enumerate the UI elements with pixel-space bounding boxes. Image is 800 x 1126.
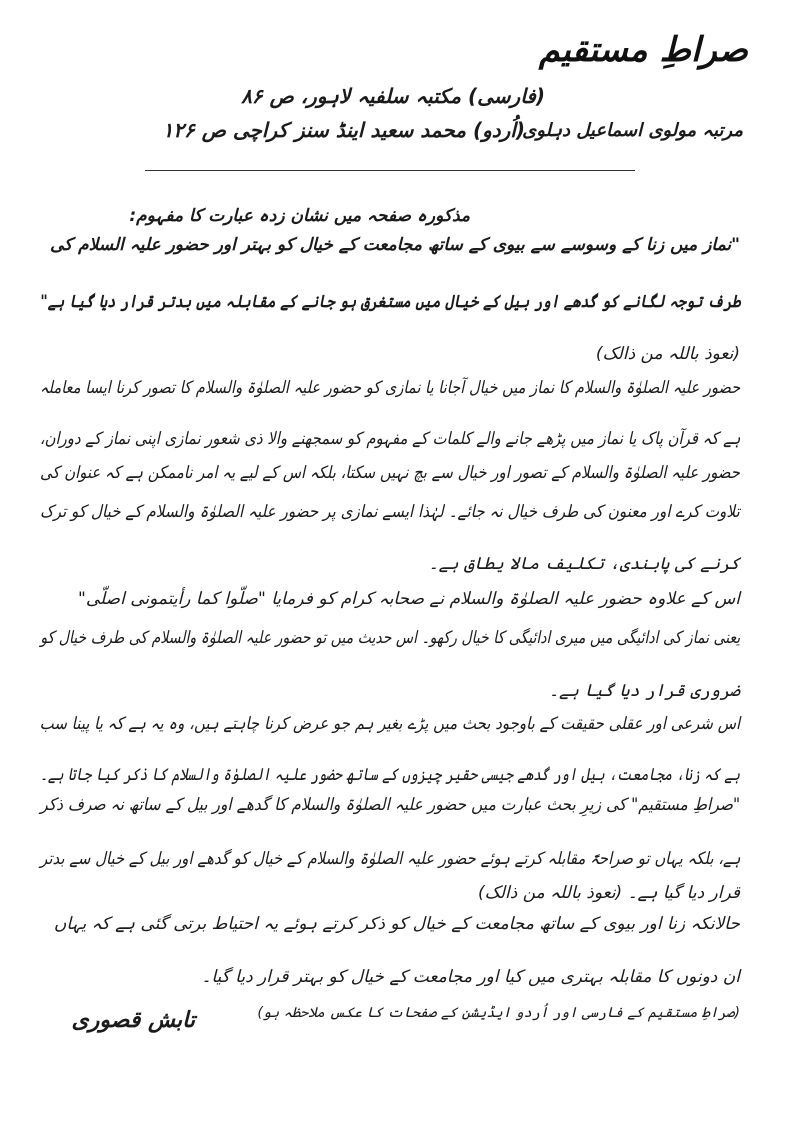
quote-line: "نماز میں زنا کے وسوسے سے بیوی کے ساتھ مجامعت کے خیال کو بہتر اور حضور علیہ السلام کی <box>49 235 740 255</box>
book-title: صراطِ مستقیم <box>538 30 748 70</box>
quote-line: طرف توجہ لگانے کو گدھے اور بیل کے خیال میں مستغرق ہو جانے کے مقابلہ میں بدتر قرار دیا گیا ہے" <box>39 292 740 312</box>
paragraph-line: ہے کہ قرآن پاک یا نماز میں پڑھے جانے والے کلمات کے مفہوم کو سمجھنے والا ذی شعور نمازی اپنی نماز کے دوران، <box>39 429 740 449</box>
compiler-credit: مرتبہ مولوی اسماعیل دہلوی <box>522 120 743 141</box>
footnote: (صراطِ مستقیم کے فارسی اور اُردو ایڈیشن کے صفحات کا عکس ملاحظہ ہو) <box>257 1005 740 1021</box>
urdu-edition-reference: (اُردو) محمد سعید اینڈ سنز کراچی ص ۱۲۶ <box>162 118 525 142</box>
header-divider <box>145 170 635 171</box>
paragraph-line: ان دونوں کا مقابلہ بہتری میں کیا اور مجامعت کے خیال کو بہتر قرار دیا گیا۔ <box>201 967 740 987</box>
paragraph-line: حضور علیہ الصلوٰۃ والسلام کا نماز میں خیال آجانا یا نمازی کو حضور علیہ الصلوٰۃ والسلام کا تصور کرنا ایسا معاملہ <box>39 378 740 398</box>
section-heading: مذکورہ صفحہ میں نشان زدہ عبارت کا مفہوم: <box>129 206 470 226</box>
paragraph-line: حضور علیہ الصلوٰۃ والسلام کے تصور اور خیال سے بچ نہیں سکتا، بلکہ اس کے لیے یہ امر ناممکن ہے کہ عنوان کی <box>40 463 740 483</box>
paragraph-line: اس کے علاوہ حضور علیہ الصلوٰۃ والسلام نے صحابہ کرام کو فرمایا "صلّوا کما رأیتمونی اصلّی" <box>78 589 740 609</box>
paragraph-line: ہے، بلکہ یہاں تو صراحۃً مقابلہ کرتے ہوئے حضور علیہ الصلوٰۃ والسلام کے خیال کو گدھے اور بیل کے خیال سے بدتر <box>39 849 740 869</box>
paragraph-line: ہے کہ زنا، مجامعت، بیل اور گدھے جیسی حقیر چیزوں کے ساتھ حضور علیہ الصلوٰۃ والسلام کا ذکر کیا جاتا ہے۔ <box>39 765 740 785</box>
quote-line: (نعوذ باللہ من ذالک) <box>595 344 740 364</box>
paragraph-line: ضروری قرار دیا گیا ہے۔ <box>549 681 740 701</box>
persian-edition-reference: (فارسی) مکتبہ سلفیہ لاہور، ص ۸۶ <box>241 84 545 108</box>
paragraph-line: "صراطِ مستقیم" کی زیرِ بحث عبارت میں حضور علیہ الصلوٰۃ والسلام کا گدھے اور بیل کے ساتھ نہ صرف ذکر <box>40 795 740 815</box>
author-signature: تابش قصوری <box>71 1008 195 1033</box>
paragraph-line: قرار دیا گیا ہے۔ (نعوذ باللہ من ذالک) <box>478 883 740 903</box>
paragraph-line: تلاوت کرے اور معنون کی طرف خیال نہ جائے۔ لہٰذا ایسے نمازی پر حضور علیہ الصلوٰۃ والسلام کے خیال کو ترک <box>40 502 740 522</box>
paragraph-line: یعنی نماز کی ادائیگی میں میری ادائیگی کا خیال رکھو۔ اس حدیث میں تو حضور علیہ الصلوٰۃ والسلام کی طرف خیال کو <box>40 628 740 648</box>
paragraph-line: حالانکہ زنا اور بیوی کے ساتھ مجامعت کے خیال کو ذکر کرتے ہوئے یہ احتیاط برتی گئی ہے کہ یہاں <box>53 914 740 934</box>
paragraph-line: کرنے کی پابندی، تکلیف مالا یطاق ہے۔ <box>428 554 740 574</box>
paragraph-line: اس شرعی اور عقلی حقیقت کے باوجود بحث میں پڑے بغیر ہم جو عرض کرنا چاہتے ہیں، وہ یہ ہے کہ یا پینا سب <box>39 714 740 734</box>
